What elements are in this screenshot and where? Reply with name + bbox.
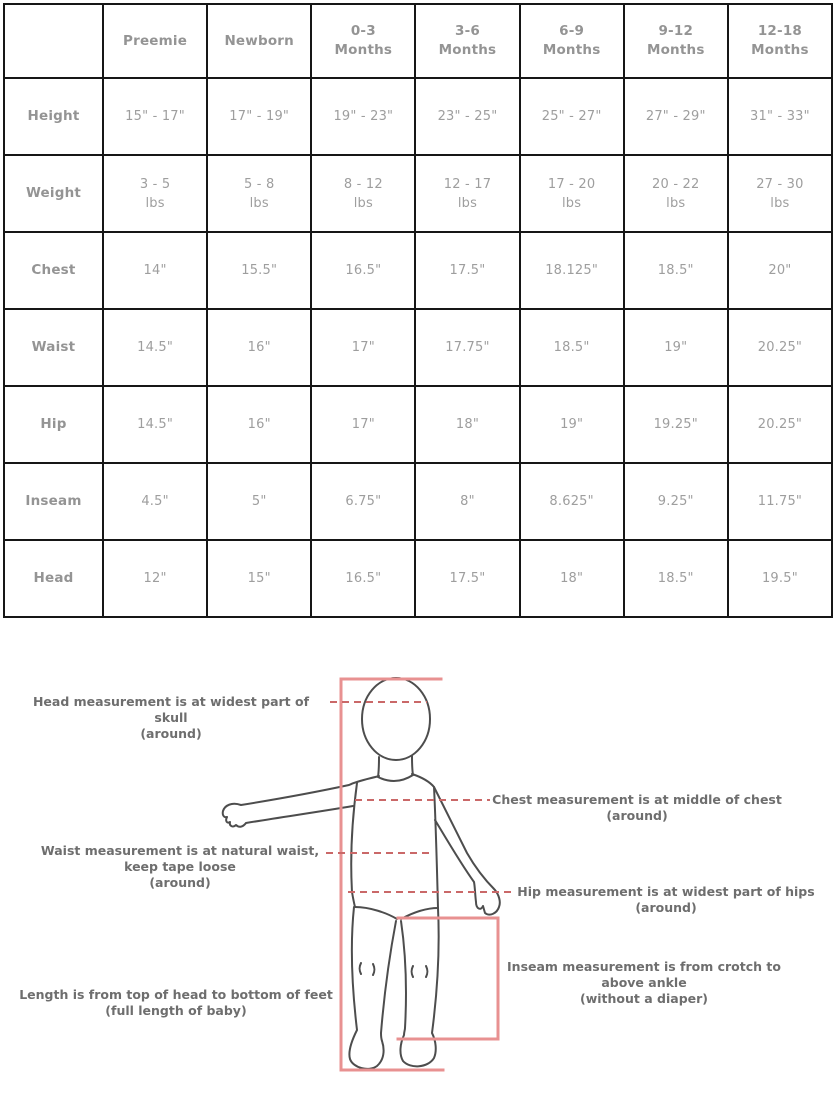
value-cell: 5" — [207, 463, 311, 540]
baby-left-leg-outline — [349, 907, 396, 1069]
header-cell-blank — [4, 4, 103, 78]
value-cell: 27 - 30 lbs — [728, 155, 832, 232]
value-cell: 16.5" — [311, 232, 415, 309]
value-cell: 18" — [520, 540, 624, 617]
value-cell: 8.625" — [520, 463, 624, 540]
table-row-height — [4, 78, 832, 155]
baby-neck-outline — [378, 756, 413, 781]
value-cell: 18" — [415, 386, 519, 463]
value-cell: 18.125" — [520, 232, 624, 309]
table-row-chest — [4, 232, 832, 309]
table-row-waist — [4, 309, 832, 386]
baby-torso-right-outline — [434, 787, 438, 908]
row-label-waist: Waist — [4, 309, 103, 386]
value-cell: 8 - 12 lbs — [311, 155, 415, 232]
header-cell-9-12: 9-12 Months — [624, 4, 728, 78]
value-cell: 4.5" — [103, 463, 207, 540]
row-label-inseam: Inseam — [4, 463, 103, 540]
baby-right-arm-outline — [223, 776, 379, 827]
value-cell: 16" — [207, 309, 311, 386]
table-row-inseam — [4, 463, 832, 540]
baby-right-leg-outline — [400, 908, 438, 1066]
value-cell: 27" - 29" — [624, 78, 728, 155]
value-cell: 31" - 33" — [728, 78, 832, 155]
value-cell: 20 - 22 lbs — [624, 155, 728, 232]
value-cell: 12" — [103, 540, 207, 617]
length-bracket — [341, 679, 443, 1070]
value-cell: 16.5" — [311, 540, 415, 617]
value-cell: 16" — [207, 386, 311, 463]
waist-measurement-note: Waist measurement is at natural waist, keep tape loose (around) — [40, 843, 320, 890]
chest-measurement-note: Chest measurement is at middle of chest (around) — [492, 792, 782, 823]
header-cell-newborn: Newborn — [207, 4, 311, 78]
table-header-row — [4, 4, 832, 78]
value-cell: 20.25" — [728, 309, 832, 386]
value-cell: 18.5" — [624, 540, 728, 617]
value-cell: 25" - 27" — [520, 78, 624, 155]
header-cell-0-3: 0-3 Months — [311, 4, 415, 78]
value-cell: 6.75" — [311, 463, 415, 540]
baby-left-arm-outline — [412, 774, 500, 915]
value-cell: 15" - 17" — [103, 78, 207, 155]
value-cell: 17" — [311, 309, 415, 386]
value-cell: 14" — [103, 232, 207, 309]
value-cell: 11.75" — [728, 463, 832, 540]
knee-marks — [360, 963, 428, 977]
row-label-hip: Hip — [4, 386, 103, 463]
table-row-weight — [4, 155, 832, 232]
row-label-height: Height — [4, 78, 103, 155]
value-cell: 5 - 8 lbs — [207, 155, 311, 232]
value-cell: 18.5" — [520, 309, 624, 386]
table-row-head — [4, 540, 832, 617]
inseam-measurement-note: Inseam measurement is from crotch to above ankle (without a diaper) — [507, 959, 781, 1006]
value-cell: 19" - 23" — [311, 78, 415, 155]
row-label-chest: Chest — [4, 232, 103, 309]
value-cell: 15.5" — [207, 232, 311, 309]
value-cell: 17" — [311, 386, 415, 463]
hip-measurement-note: Hip measurement is at widest part of hips (around) — [517, 884, 815, 915]
value-cell: 19" — [624, 309, 728, 386]
length-measurement-note: Length is from top of head to bottom of feet (full length of baby) — [19, 987, 333, 1018]
value-cell: 8" — [415, 463, 519, 540]
value-cell: 20.25" — [728, 386, 832, 463]
value-cell: 18.5" — [624, 232, 728, 309]
value-cell: 14.5" — [103, 386, 207, 463]
header-cell-12-18: 12-18 Months — [728, 4, 832, 78]
value-cell: 3 - 5 lbs — [103, 155, 207, 232]
baby-diaper-outline — [355, 907, 438, 919]
header-cell-preemie: Preemie — [103, 4, 207, 78]
inseam-bracket — [398, 918, 498, 1039]
value-cell: 17 - 20 lbs — [520, 155, 624, 232]
value-cell: 14.5" — [103, 309, 207, 386]
row-label-head: Head — [4, 540, 103, 617]
row-label-weight: Weight — [4, 155, 103, 232]
header-cell-6-9: 6-9 Months — [520, 4, 624, 78]
value-cell: 15" — [207, 540, 311, 617]
value-cell: 17" - 19" — [207, 78, 311, 155]
value-cell: 17.5" — [415, 540, 519, 617]
size-chart-table — [3, 3, 833, 618]
value-cell: 19.5" — [728, 540, 832, 617]
value-cell: 12 - 17 lbs — [415, 155, 519, 232]
value-cell: 17.5" — [415, 232, 519, 309]
value-cell: 19.25" — [624, 386, 728, 463]
baby-torso-left-outline — [351, 783, 357, 907]
value-cell: 20" — [728, 232, 832, 309]
table-row-hip — [4, 386, 832, 463]
value-cell: 23" - 25" — [415, 78, 519, 155]
value-cell: 19" — [520, 386, 624, 463]
value-cell: 17.75" — [415, 309, 519, 386]
header-cell-3-6: 3-6 Months — [415, 4, 519, 78]
value-cell: 9.25" — [624, 463, 728, 540]
head-measurement-note: Head measurement is at widest part of skull (around) — [32, 694, 310, 741]
baby-head-outline — [362, 678, 430, 760]
